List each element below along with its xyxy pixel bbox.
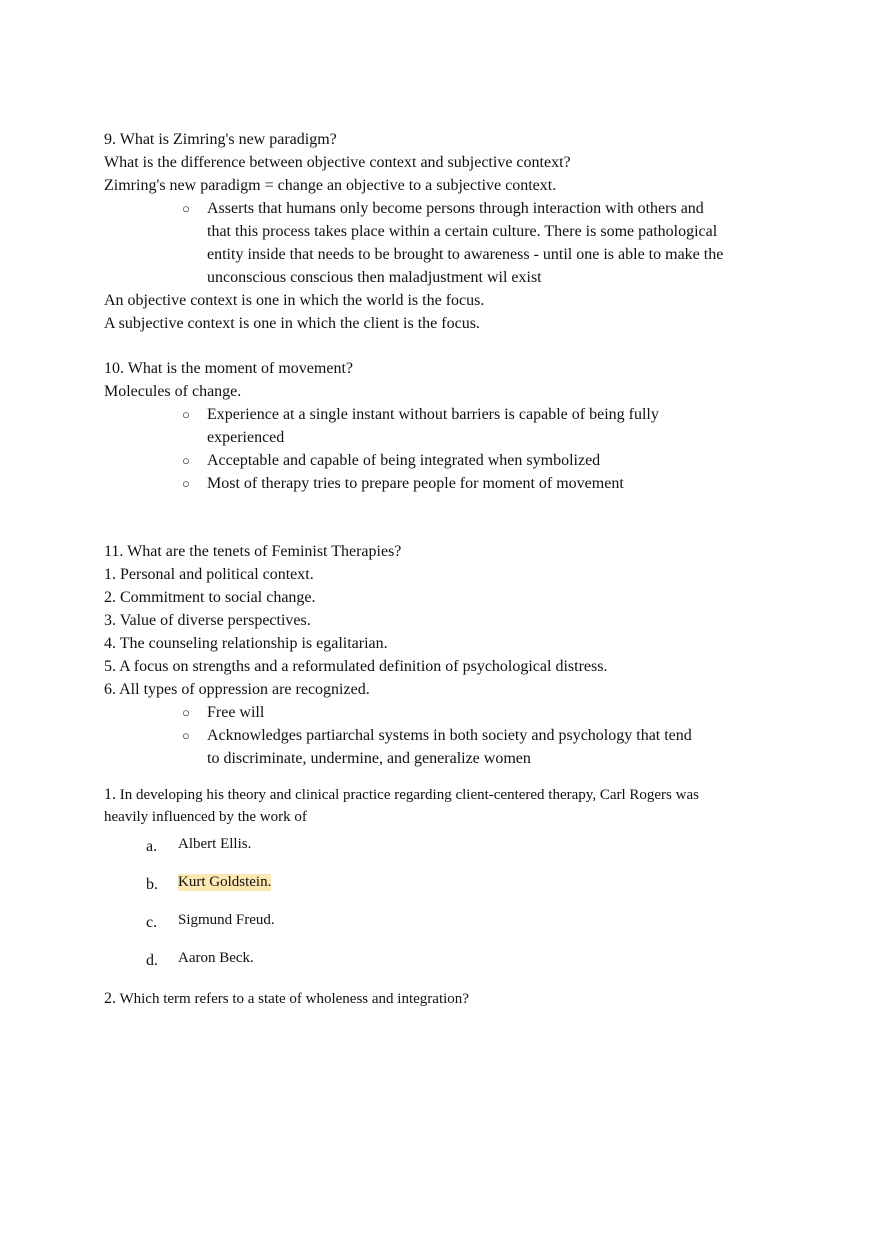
option-a: [104, 836, 804, 874]
q11-tenet: 5. A focus on strengths and a reformulated definition of psychological distress.: [104, 658, 608, 675]
q11-tenet: 1. Personal and political context.: [104, 566, 314, 583]
q11-tenet: 3. Value of diverse perspectives.: [104, 612, 311, 629]
mc1-number: 1.: [104, 786, 116, 803]
hollow-bullet-icon: ○: [182, 201, 190, 216]
mc2-question-text: Which term refers to a state of wholeness and integration?: [119, 991, 469, 1007]
q11-tenet: 2. Commitment to social change.: [104, 589, 316, 606]
list-item: [104, 701, 727, 724]
document-page: [104, 128, 804, 1010]
bullet-text: Acknowledges partiarchal systems in both society and psychology that tend to discriminate, undermine, and generalize women: [207, 727, 692, 767]
hollow-bullet-icon: ○: [182, 705, 190, 720]
bullet-text: Asserts that humans only become persons through interaction with others and that this process takes place within a certain culture. There is some pathological entity inside that needs to be brought to awareness - until one is able to make the unconscious conscious then maladjustment wil exist: [207, 200, 724, 286]
q10-question: 10. What is the moment of movement?: [104, 360, 353, 377]
q10-answer: Molecules of change.: [104, 383, 242, 400]
option-b: [104, 874, 804, 912]
q11-bullet-list: [104, 701, 804, 770]
mc1-question: [104, 784, 744, 828]
q10-bullet-list: [104, 403, 804, 495]
hollow-bullet-icon: ○: [182, 476, 190, 491]
q9-question: 9. What is Zimring's new paradigm?: [104, 131, 337, 148]
hollow-bullet-icon: ○: [182, 728, 190, 743]
bullet-text: Free will: [207, 704, 265, 721]
option-letter: c.: [146, 914, 158, 931]
mc2-number: 2.: [104, 990, 116, 1007]
option-text: Sigmund Freud.: [178, 912, 275, 928]
option-text: Albert Ellis.: [178, 836, 252, 852]
q9-sub-question: What is the difference between objective context and subjective context?: [104, 154, 571, 171]
list-item: [104, 472, 727, 495]
bullet-text: Experience at a single instant without barriers is capable of being fully experienced: [207, 406, 659, 446]
option-text-highlighted: Kurt Goldstein.: [178, 874, 272, 890]
hollow-bullet-icon: ○: [182, 407, 190, 422]
list-item: [104, 403, 707, 449]
option-d: [104, 950, 804, 988]
bullet-text: Acceptable and capable of being integrated when symbolized: [207, 452, 601, 469]
bullet-text: Most of therapy tries to prepare people for moment of movement: [207, 475, 624, 492]
option-text: Aaron Beck.: [178, 950, 254, 966]
option-letter: b.: [146, 876, 158, 893]
q9-answer: Zimring's new paradigm = change an objective to a subjective context.: [104, 177, 557, 194]
option-letter: d.: [146, 952, 158, 969]
list-item: [104, 724, 707, 770]
list-item: [104, 449, 727, 472]
q9-bullet-list: [104, 197, 804, 289]
mc1-options: [104, 836, 804, 988]
q9-subjective-line: A subjective context is one in which the client is the focus.: [104, 315, 480, 332]
mc2-question: [104, 988, 804, 1010]
q9-objective-line: An objective context is one in which the world is the focus.: [104, 292, 485, 309]
q11-tenet: 4. The counseling relationship is egalitarian.: [104, 635, 388, 652]
q11-tenet: 6. All types of oppression are recognized.: [104, 681, 370, 698]
option-letter: a.: [146, 838, 158, 855]
list-item: [104, 197, 727, 289]
option-c: [104, 912, 804, 950]
hollow-bullet-icon: ○: [182, 453, 190, 468]
mc1-question-text: In developing his theory and clinical practice regarding client-centered therapy, Carl Rogers was heavily influenced by the work of: [104, 787, 699, 825]
q11-question: 11. What are the tenets of Feminist Therapies?: [104, 543, 402, 560]
